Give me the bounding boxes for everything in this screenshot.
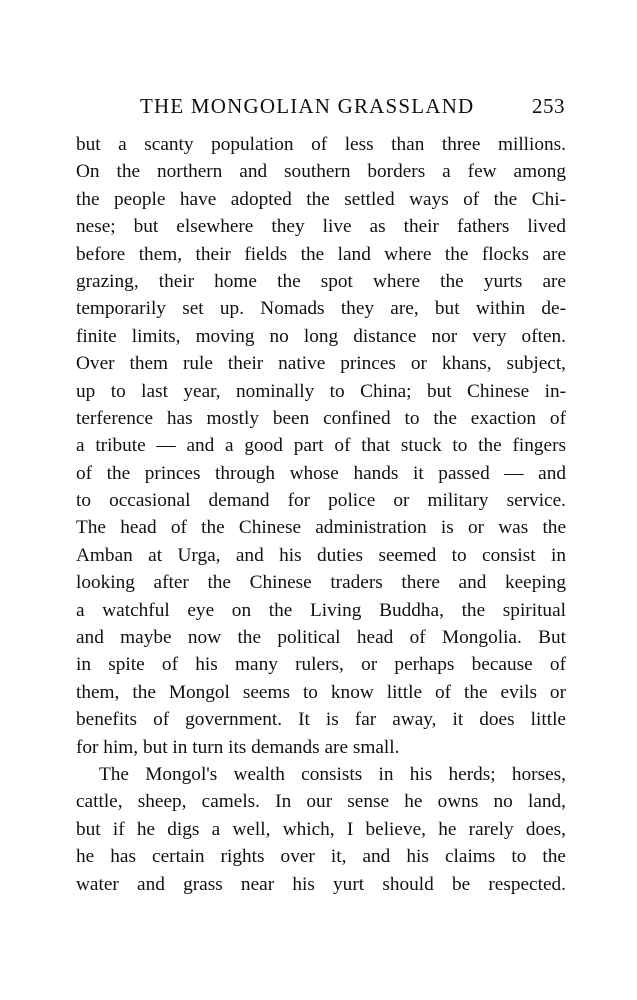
text-line: a watchful eye on the Living Buddha, the spiritual (76, 599, 566, 621)
text-line: in spite of his many rulers, or perhaps because of (76, 654, 566, 676)
text-line: terference has mostly been confined to the exaction of (76, 407, 566, 429)
text-line: On the northern and southern borders a few among (76, 161, 566, 183)
text-line: finite limits, moving no long distance nor very often. (76, 325, 566, 347)
running-title: THE MONGOLIAN GRASSLAND (140, 94, 475, 118)
text-line: cattle, sheep, camels. In our sense he owns no land, (76, 791, 566, 813)
text-line: he has certain rights over it, and his claims to the (76, 846, 566, 868)
text-line: to occasional demand for police or military service. (76, 490, 566, 512)
paragraph-first-line: The Mongol's wealth consists in his herds; horses, (99, 763, 566, 785)
text-line: of the princes through whose hands it passed — and (76, 462, 566, 484)
paragraph-last-line: for him, but in turn its demands are small. (76, 736, 400, 758)
text-line: water and grass near his yurt should be respected. (76, 873, 566, 895)
text-line: Amban at Urga, and his duties seemed to consist in (76, 544, 566, 566)
text-line: up to last year, nominally to China; but Chinese in- (76, 380, 566, 402)
text-line: but if he digs a well, which, I believe, he rarely does, (76, 818, 566, 840)
text-line: temporarily set up. Nomads they are, but within de- (76, 298, 566, 320)
text-line: and maybe now the political head of Mongolia. But (76, 627, 566, 649)
body-text (76, 131, 566, 898)
text-line: benefits of government. It is far away, it does little (76, 709, 566, 731)
page-number: 253 (532, 94, 565, 118)
text-line: the people have adopted the settled ways of the Chi- (76, 188, 566, 210)
running-head (140, 94, 565, 124)
text-line: looking after the Chinese traders there and keeping (76, 572, 566, 594)
text-line: before them, their fields the land where the flocks are (76, 243, 566, 265)
text-line: a tribute — and a good part of that stuck to the fingers (76, 435, 566, 457)
text-line: Over them rule their native princes or khans, subject, (76, 353, 566, 375)
text-line: grazing, their home the spot where the yurts are (76, 270, 566, 292)
text-line: but a scanty population of less than three millions. (76, 134, 566, 155)
text-line: The head of the Chinese administration is or was the (76, 517, 566, 539)
text-line: them, the Mongol seems to know little of the evils or (76, 681, 566, 703)
text-line: nese; but elsewhere they live as their fathers lived (76, 216, 566, 238)
